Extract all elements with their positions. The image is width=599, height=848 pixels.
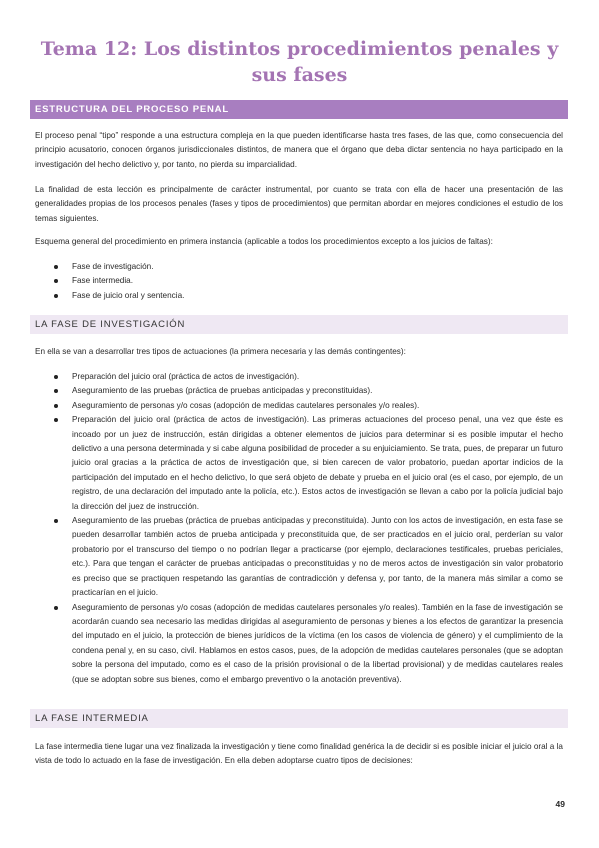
- list-item: Fase de investigación.: [54, 260, 563, 274]
- bullet-icon: [54, 418, 58, 422]
- paragraph-investigacion-intro: En ella se van a desarrollar tres tipos de actuaciones (la primera necesaria y las demás contingentes):: [35, 347, 406, 356]
- list-item: Preparación del juicio oral (práctica de actos de investigación).: [54, 370, 563, 384]
- list-actuaciones: [54, 370, 563, 687]
- paragraph-estructura-3: Esquema general del procedimiento en primera instancia (aplicable a todos los procedimientos excepto a los juicios de faltas):: [35, 237, 493, 246]
- paragraph-intermedia: La fase intermedia tiene lugar una vez finalizada la investigación y tiene como finalidad genérica la de decidir si es posible iniciar el juicio oral a la vista de todo lo actuado en la fase de investigación. En ella deben adoptarse cuatro tipos de decisiones:: [35, 742, 563, 766]
- section-heading-estructura: ESTRUCTURA DEL PROCESO PENAL: [30, 100, 568, 119]
- list-item: Fase de juicio oral y sentencia.: [54, 289, 563, 303]
- list-item: Aseguramiento de personas y/o cosas (adopción de medidas cautelares personales y/o reales).: [54, 399, 563, 413]
- list-item: Preparación del juicio oral (práctica de actos de investigación). Las primeras actuaciones del proceso penal, una vez que éste es incoado por un juez de instrucción, están dirigidas a obtener elementos de juicios para determinar si es posible imputar el hecho delictivo a una persona determinada y si cabe alguna posibilidad de proceder a su enjuiciamiento. Se trata, pues, de preparar un futuro juicio oral gracias a la práctica de actos de investigación que, si bien carecen de valor probatorio, puedan aportar indicios de la participación del imputado en el hecho delictivo, lo que será objeto de debate y prueba en el juicio oral (es el caso, por ejemplo, de un registro, de una declaración del imputado ante la policía, etc.). Estos actos de investigación se llevan a cabo por la policía judicial bajo la dirección del juez de instrucción.: [54, 413, 563, 514]
- page-title: Tema 12: Los distintos procedimientos penales y sus fases: [40, 38, 559, 86]
- bullet-icon: [54, 606, 58, 610]
- bullet-icon: [54, 404, 58, 408]
- bullet-icon: [54, 294, 58, 298]
- bullet-icon: [54, 519, 58, 523]
- list-item: Fase intermedia.: [54, 274, 563, 288]
- list-item: Aseguramiento de las pruebas (práctica de pruebas anticipadas y preconstituida). Junto con los actos de investigación, en esta fase se pueden desarrollar también actos de prueba anticipada y preconstituida que, de ser practicados en el juicio oral, perderían su valor probatorio por el transcurso del tiempo o no podrían llegar a practicarse (por ejemplo, declaraciones testificales, pruebas periciales, etc.). Para que tengan el carácter de pruebas anticipadas o preconstituidas y no de meros actos de investigación sin valor probatorio es preciso que se practiquen respetando las garantías de contradicción y defensa y, por tanto, de la manera más similar a como se practicarían en el juicio.: [54, 514, 563, 600]
- list-fases: [54, 260, 563, 303]
- paragraph-estructura-1: El proceso penal “tipo” responde a una estructura compleja en la que pueden identificarse hasta tres fases, de las que, como consecuencia del principio acusatorio, conocen órganos jurisdiccionales distintos, de manera que el órgano que deba dictar sentencia no haya participado en la investigación del hecho delictivo y, por tanto, no pierda su imparcialidad.: [35, 131, 563, 169]
- bullet-icon: [54, 389, 58, 393]
- page-number: 49: [555, 799, 565, 809]
- bullet-icon: [54, 375, 58, 379]
- list-item: Aseguramiento de las pruebas (práctica de pruebas anticipadas y preconstituidas).: [54, 384, 563, 398]
- list-item: Aseguramiento de personas y/o cosas (adopción de medidas cautelares personales y/o reales). También en la fase de investigación se acordarán cuando sea necesario las medidas dirigidas al aseguramiento de personas y bienes a los efectos de garantizar la presencia del imputado en el juicio, la protección de bienes jurídicos de la víctima (en los casos de violencia de género) y el cumplimiento de la condena penal y, en su caso, civil. Hablamos en estos casos, pues, de la adopción de medidas cautelares personales (que se adoptan sobre la persona del imputado, como es el caso de la prisión provisional o de la libertad provisional) y de medidas cautelares reales (que se adoptan sobre sus bienes, como el embargo preventivo o la anotación preventiva).: [54, 601, 563, 687]
- section-heading-investigacion: LA FASE DE INVESTIGACIÓN: [30, 315, 568, 334]
- paragraph-estructura-2: La finalidad de esta lección es principalmente de carácter instrumental, por cuanto se trata con ella de hacer una presentación de las generalidades propias de los procesos penales (fases y tipos de procedimientos) que permitan abordar en mejores condiciones el estudio de los temas siguientes.: [35, 185, 563, 223]
- section-heading-intermedia: LA FASE INTERMEDIA: [30, 709, 568, 728]
- bullet-icon: [54, 265, 58, 269]
- bullet-icon: [54, 279, 58, 283]
